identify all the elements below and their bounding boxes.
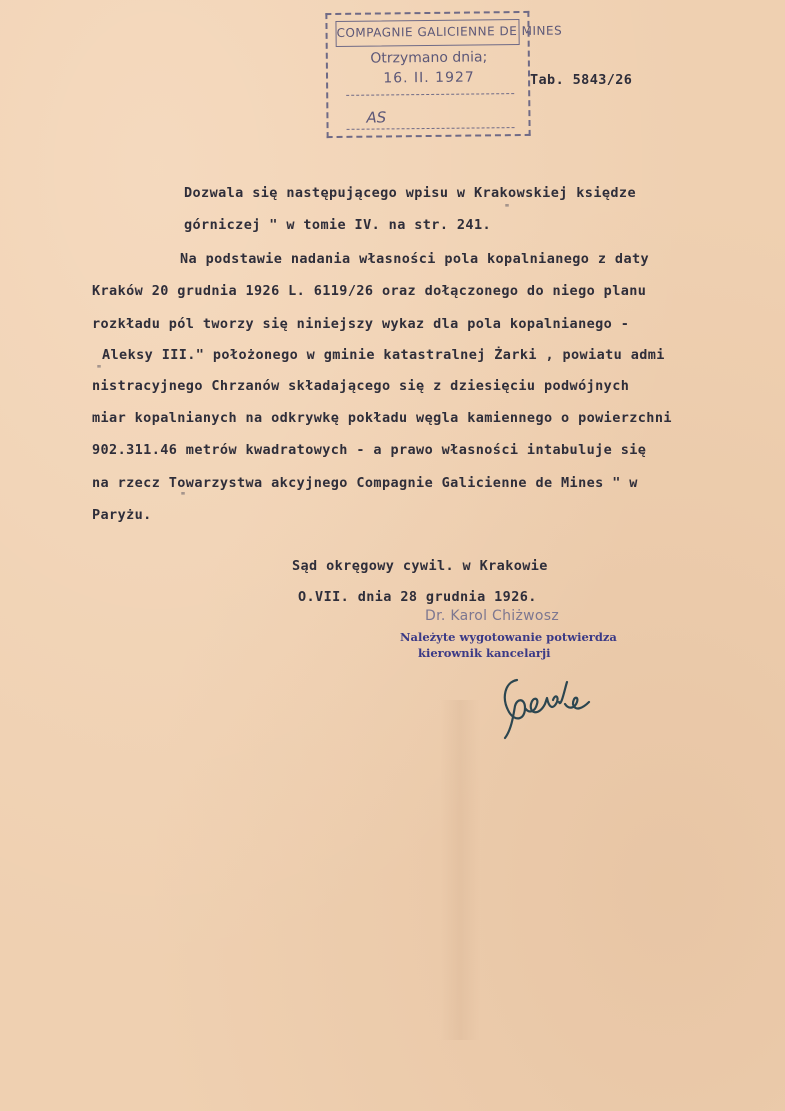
body-line: Paryżu. xyxy=(92,507,152,523)
body-line: miar kopalnianych na odkrywkę pokładu węgla kamiennego o powierzchni xyxy=(92,410,672,426)
body-line: nistracyjnego Chrzanów składającego się z dziesięciu podwójnych xyxy=(92,378,630,394)
court-name: Sąd okręgowy cywil. w Krakowie xyxy=(292,558,548,574)
issue-dateline: O.VII. dnia 28 grudnia 1926. xyxy=(298,589,537,605)
stamp-received-label: Otrzymano dnia; xyxy=(370,49,488,67)
stamp-received-date: 16. II. 1927 xyxy=(383,69,475,87)
office-role-stamp: kierownik kancelarji xyxy=(418,646,551,660)
body-line: Na podstawie nadania własności pola kopalnianego z daty xyxy=(180,251,650,267)
received-stamp xyxy=(325,11,563,138)
confirmation-stamp: Należyte wygotowanie potwierdza xyxy=(400,630,617,644)
body-line: Kraków 20 grudnia 1926 L. 6119/26 oraz dołączonego do niego planu xyxy=(92,283,647,299)
paper-crease xyxy=(440,700,480,1040)
handwritten-signature xyxy=(495,668,595,743)
official-name-stamp: Dr. Karol Chiżwosz xyxy=(425,608,559,624)
body-line: 902.311.46 metrów kwadratowych - a prawo własności intabuluje się xyxy=(92,442,647,458)
ditto-mark: " xyxy=(504,203,511,214)
body-line: Aleksy III." położonego w gminie katastralnej Żarki , powiatu admi xyxy=(102,347,665,363)
stamp-entry-number: AS xyxy=(366,108,387,127)
body-line: górniczej " w tomie IV. na str. 241. xyxy=(184,217,491,233)
stamp-date-rule xyxy=(346,93,514,96)
stamp-company-name: COMPAGNIE GALICIENNE DE MINES xyxy=(335,19,519,47)
stamp-number-rule xyxy=(347,127,515,130)
body-line: na rzecz Towarzystwa akcyjnego Compagnie Galicienne de Mines " w xyxy=(92,475,638,491)
body-line: rozkładu pól tworzy się niniejszy wykaz dla pola kopalnianego - xyxy=(92,316,630,332)
ditto-mark: " xyxy=(96,364,103,375)
body-line: Dozwala się następującego wpisu w Krakowskiej księdze xyxy=(184,185,636,201)
ditto-mark: " xyxy=(180,491,187,502)
reference-number: Tab. 5843/26 xyxy=(530,72,633,88)
